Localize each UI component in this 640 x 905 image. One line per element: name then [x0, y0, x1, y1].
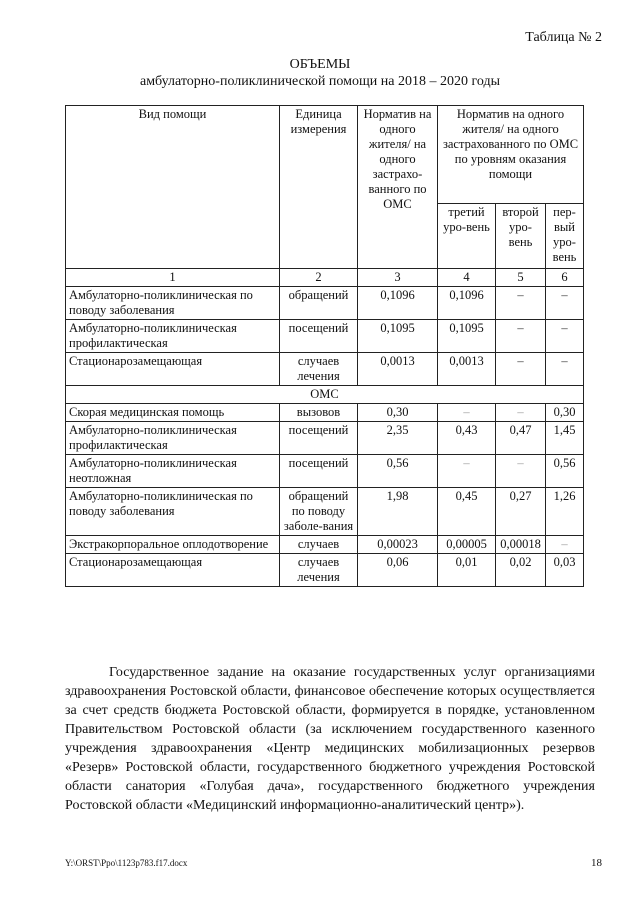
- table-cell-unit: случаев: [280, 536, 358, 554]
- table-cell-l3: –: [438, 404, 496, 422]
- table-cell-unit: случаев лечения: [280, 353, 358, 386]
- table-cell-norm: 0,1096: [358, 287, 438, 320]
- header-unit: Единица измерения: [280, 106, 358, 269]
- table-cell-l2: –: [496, 320, 546, 353]
- table-cell-norm: 1,98: [358, 488, 438, 536]
- table-row: [66, 404, 584, 422]
- footer-page-number: 18: [591, 857, 602, 869]
- table-cell-l3: 0,00005: [438, 536, 496, 554]
- table-cell-name: Амбулаторно-поликлиническая по поводу заболевания: [66, 488, 280, 536]
- col-num-2: 2: [280, 269, 358, 287]
- table-cell-l2: –: [496, 353, 546, 386]
- table-cell-norm: 0,0013: [358, 353, 438, 386]
- header-level-3: третий уро-вень: [438, 204, 496, 269]
- col-num-1: 1: [66, 269, 280, 287]
- table-cell-name: Амбулаторно-поликлиническая по поводу заболевания: [66, 287, 280, 320]
- table-cell-l2: –: [496, 287, 546, 320]
- table-cell-unit: вызовов: [280, 404, 358, 422]
- oms-section-label: ОМС: [66, 386, 584, 404]
- table-cell-unit: обращений по поводу заболе-вания: [280, 488, 358, 536]
- table-cell-unit: посещений: [280, 320, 358, 353]
- header-norm-levels: Норматив на одного жителя/ на одного застрахованного по ОМС по уровням оказания помощи: [438, 106, 584, 204]
- table-cell-l3: 0,1095: [438, 320, 496, 353]
- table-cell-norm: 0,06: [358, 554, 438, 587]
- table-cell-norm: 0,00023: [358, 536, 438, 554]
- table-cell-name: Амбулаторно-поликлиническая неотложная: [66, 455, 280, 488]
- header-level-2: второй уро-вень: [496, 204, 546, 269]
- col-num-5: 5: [496, 269, 546, 287]
- body-paragraph: [65, 663, 595, 815]
- table-row: [66, 554, 584, 587]
- table-cell-unit: посещений: [280, 422, 358, 455]
- header-level-1: пер-вый уро-вень: [546, 204, 584, 269]
- header-norm: Норматив на одного жителя/ на одного застрахо-ванного по ОМС: [358, 106, 438, 269]
- table-row: [66, 353, 584, 386]
- table-row: [66, 287, 584, 320]
- document-title: [0, 56, 640, 90]
- table-row: [66, 320, 584, 353]
- table-cell-l3: 0,43: [438, 422, 496, 455]
- table-row: [66, 536, 584, 554]
- table-cell-name: Стационарозамещающая: [66, 353, 280, 386]
- table-cell-l3: –: [438, 455, 496, 488]
- table-cell-l2: –: [496, 455, 546, 488]
- col-num-3: 3: [358, 269, 438, 287]
- table-cell-norm: 0,1095: [358, 320, 438, 353]
- oms-section-row: [66, 386, 584, 404]
- table-cell-l1: –: [546, 353, 584, 386]
- table-row: [66, 455, 584, 488]
- table-cell-name: Амбулаторно-поликлиническая профилактическая: [66, 422, 280, 455]
- table-cell-l1: 0,30: [546, 404, 584, 422]
- title-line-1: ОБЪЕМЫ: [289, 57, 351, 72]
- table-cell-unit: посещений: [280, 455, 358, 488]
- table-cell-unit: обращений: [280, 287, 358, 320]
- volumes-table: [65, 105, 584, 587]
- table-cell-name: Стационарозамещающая: [66, 554, 280, 587]
- table-cell-l1: –: [546, 287, 584, 320]
- table-cell-l1: 1,26: [546, 488, 584, 536]
- table-cell-l3: 0,01: [438, 554, 496, 587]
- table-cell-l2: 0,02: [496, 554, 546, 587]
- table-cell-name: Скорая медицинская помощь: [66, 404, 280, 422]
- table-cell-l3: 0,45: [438, 488, 496, 536]
- table-cell-l2: 0,47: [496, 422, 546, 455]
- table-row: [66, 422, 584, 455]
- paragraph-text: Государственное задание на оказание государственных услуг организациями здравоохранения Ростовской области, финансовое обеспечение которых осуществляется за счет средств бюджета Ростовской области, формируется в порядке, установленном Правительством Ростовской области (за исключением государственного казенного учреждения здравоохранения «Центр медицинских мобилизационных резервов «Резерв» Ростовской области, государственного бюджетного учреждения Ростовской области санатория «Голубая дача», государственного бюджетного учреждения Ростовской области «Медицинский информационно-аналитический центр»).: [65, 665, 595, 813]
- header-vid: Вид помощи: [66, 106, 280, 269]
- table-cell-unit: случаев лечения: [280, 554, 358, 587]
- col-num-6: 6: [546, 269, 584, 287]
- table-cell-l2: –: [496, 404, 546, 422]
- table-cell-l2: 0,27: [496, 488, 546, 536]
- table-cell-l1: –: [546, 536, 584, 554]
- table-cell-l1: –: [546, 320, 584, 353]
- column-number-row: [66, 269, 584, 287]
- table-cell-norm: 2,35: [358, 422, 438, 455]
- table-cell-name: Экстракорпоральное оплодотворение: [66, 536, 280, 554]
- table-row: [66, 488, 584, 536]
- table-cell-l3: 0,0013: [438, 353, 496, 386]
- table-number: Таблица № 2: [525, 30, 602, 45]
- table-cell-l3: 0,1096: [438, 287, 496, 320]
- table-cell-l1: 1,45: [546, 422, 584, 455]
- table-cell-l2: 0,00018: [496, 536, 546, 554]
- table-cell-l1: 0,56: [546, 455, 584, 488]
- table-cell-name: Амбулаторно-поликлиническая профилактическая: [66, 320, 280, 353]
- footer-file-path: Y:\ORST\Ppo\1123p783.f17.docx: [65, 858, 188, 868]
- col-num-4: 4: [438, 269, 496, 287]
- table-cell-norm: 0,30: [358, 404, 438, 422]
- table-cell-norm: 0,56: [358, 455, 438, 488]
- title-line-2: амбулаторно-поликлинической помощи на 2018 – 2020 годы: [139, 74, 500, 89]
- table-header-row: [66, 106, 584, 204]
- table-cell-l1: 0,03: [546, 554, 584, 587]
